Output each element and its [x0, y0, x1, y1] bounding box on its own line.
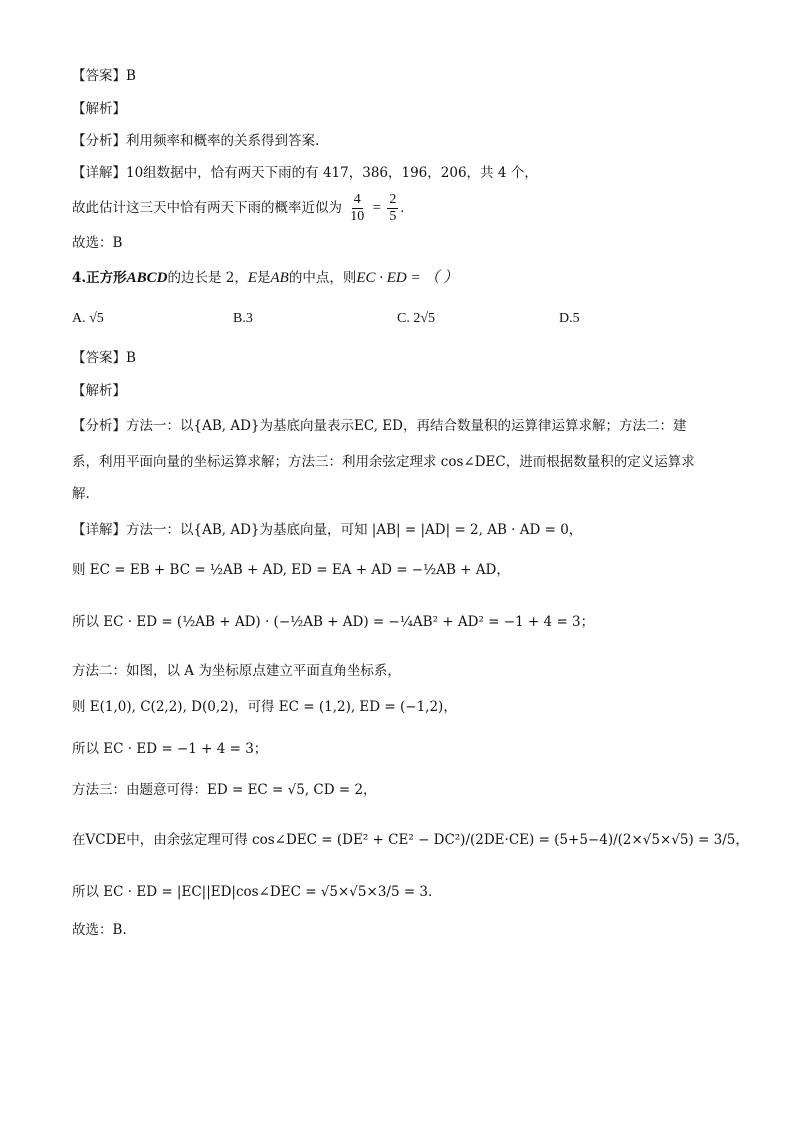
method3-line1: 方法三：由题意可得：ED = EC = √5, CD = 2， [72, 782, 377, 798]
fenxi-q4-line1: 【分析】方法一：以{AB, AD}为基底向量表示EC, ED，再结合数量积的运算律运算求解；方法二：建 [72, 418, 687, 434]
method2-line3: 所以 EC · ED = −1 + 4 = 3； [72, 741, 268, 757]
choose-q4: 故选：B. [72, 922, 127, 938]
answer-line-q3: 【答案】B [72, 68, 136, 84]
method2-line1: 方法二：如图，以 A 为坐标原点建立平面直角坐标系， [72, 663, 401, 679]
fenxi-q3: 【分析】利用频率和概率的关系得到答案. [72, 133, 320, 149]
method2-line2: 则 E(1,0), C(2,2), D(0,2)，可得 EC = (1,2), ED = (−1,2)， [72, 699, 457, 715]
method3-line2: 在VCDE中，由余弦定理可得 cos∠DEC = (DE² + CE² − DC²)/(2DE·CE) = (5+5−4)/(2×√5×√5) = 3/5， [72, 832, 749, 848]
detail-method1-line3: 所以 EC · ED = (½AB + AD) · (−½AB + AD) = −¼AB² + AD² = −1 + 4 = 3； [72, 614, 595, 630]
option-c: C. 2√5 [397, 311, 436, 326]
question-4-stem: 4.正方形ABCD的边长是 2，E是AB的中点，则EC · ED = （ ） [72, 270, 459, 286]
fraction-4-10: $\frac{4}{10}$ [350, 192, 365, 224]
answer-line-q4: 【答案】B [72, 350, 136, 366]
choose-q3: 故选：B [72, 235, 123, 251]
option-b: B.3 [233, 311, 253, 326]
fenxi-q4-line2: 系，利用平面向量的坐标运算求解；方法三：利用余弦定理求 cos∠DEC，进而根据数量积的定义运算求 [72, 454, 695, 470]
option-a: A. √5 [72, 311, 104, 326]
fraction-2-5: $\frac{2}{5}$ [389, 192, 397, 224]
option-d: D.5 [559, 311, 580, 326]
xiangjie-q3: 【详解】10组数据中，恰有两天下雨的有 417，386，196，206，共 4 个， [72, 165, 538, 181]
conclusion-q3: 故此估计这三天中恰有两天下雨的概率近似为 $\frac{4}{10}$ = $\frac{2}{5}$ . [72, 192, 405, 224]
fenxi-q4-line3: 解. [72, 486, 90, 502]
detail-method1-line2: 则 EC = EB + BC = ½AB + AD, ED = EA + AD = −½AB + AD， [72, 562, 510, 578]
detail-method1-line1: 【详解】方法一：以{AB, AD}为基底向量，可知 |AB| = |AD| = 2, AB · AD = 0， [72, 522, 583, 538]
analysis-head-q4: 【解析】 [72, 383, 126, 399]
method3-line3: 所以 EC · ED = |EC||ED|cos∠DEC = √5×√5×3/5 = 3. [72, 884, 433, 900]
analysis-head-q3: 【解析】 [72, 101, 126, 117]
